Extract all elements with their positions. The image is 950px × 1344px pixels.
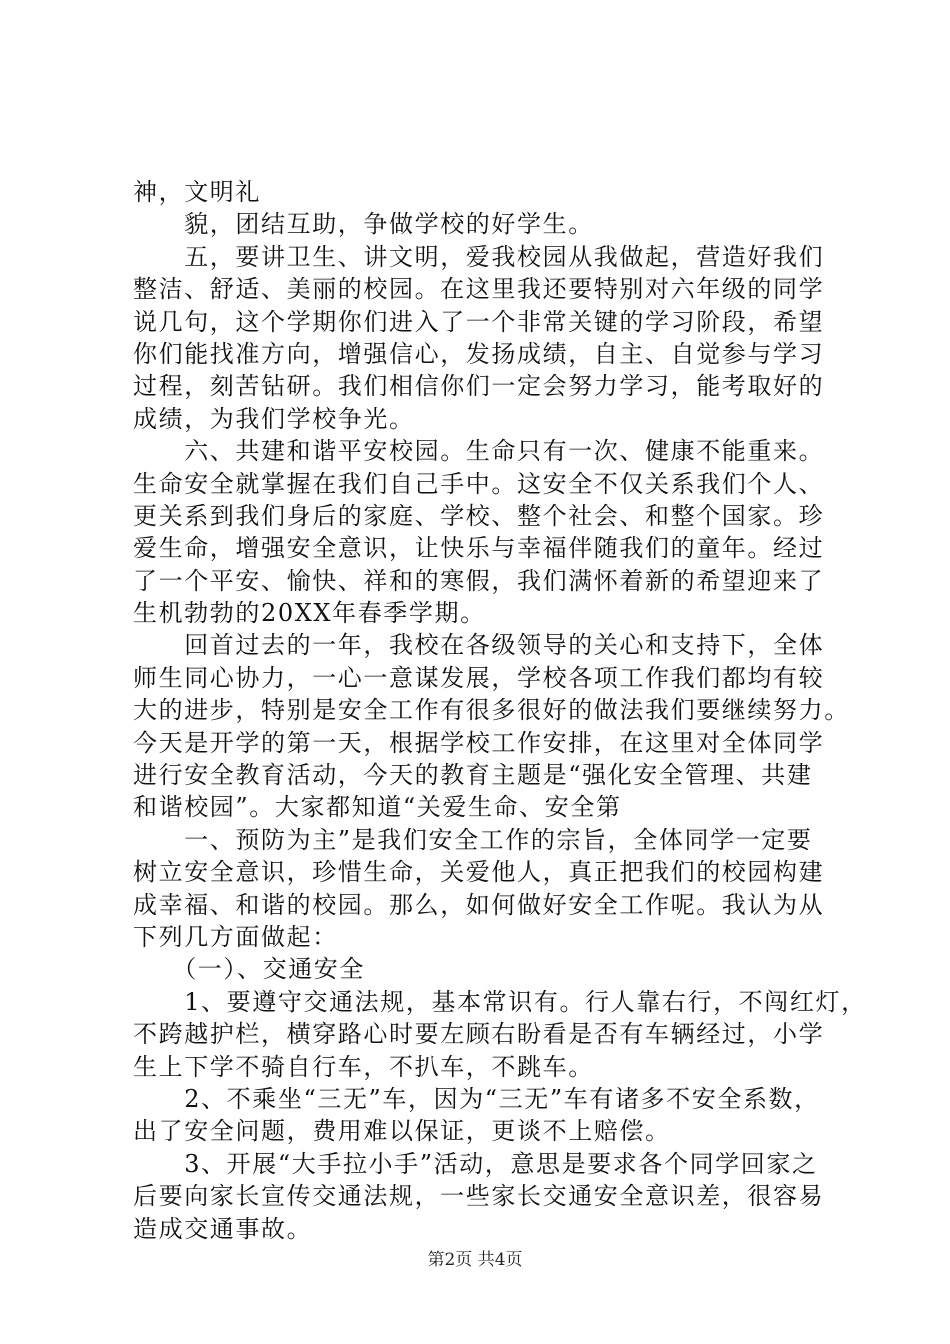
text-line: 爱生命，增强安全意识，让快乐与幸福伴随我们的童年。经过	[133, 534, 825, 563]
text-line: 成绩，为我们学校争光。	[133, 404, 415, 433]
text-line: 说几句，这个学期你们进入了一个非常关键的学习阶段，希望	[133, 307, 825, 336]
text-line: 生机勃勃的20XX年春季学期。	[133, 599, 486, 628]
text-line: 不跨越护栏，横穿路心时要左顾右盼看是否有车辆经过，小学	[133, 1020, 825, 1049]
text-line: 回首过去的一年，我校在各级领导的关心和支持下，全体	[133, 631, 825, 660]
text-line: 下列几方面做起：	[133, 922, 338, 951]
text-line: 你们能找准方向，增强信心，发扬成绩，自主、自觉参与学习	[133, 339, 825, 368]
text-line: 六、共建和谐平安校园。生命只有一次、健康不能重来。	[133, 437, 825, 466]
text-line: 五，要讲卫生、讲文明，爱我校园从我做起，营造好我们	[133, 242, 825, 271]
text-line: 一、预防为主”是我们安全工作的宗旨，全体同学一定要	[133, 825, 813, 854]
body-text	[133, 176, 867, 1245]
text-line: 更关系到我们身后的家庭、学校、整个社会、和整个国家。珍	[133, 501, 825, 530]
text-line: 了一个平安、愉快、祥和的寒假，我们满怀着新的希望迎来了	[133, 566, 825, 595]
text-line: 1、要遵守交通法规，基本常识有。行人靠右行，不闯红灯，	[133, 987, 867, 1016]
text-line: 师生同心协力，一心一意谋发展，学校各项工作我们都均有较	[133, 663, 825, 692]
text-line: 和谐校园”。大家都知道“关爱生命、安全第	[133, 793, 622, 822]
text-line: 生命安全就掌握在我们自己手中。这安全不仅关系我们个人、	[133, 469, 825, 498]
text-line: 造成交通事故。	[133, 1214, 313, 1243]
text-line: （一）、交通安全	[133, 955, 365, 984]
text-line: 出了安全问题，费用难以保证，更谈不上赔偿。	[133, 1117, 671, 1146]
text-line: 成幸福、和谐的校园。那么，如何做好安全工作呢。我认为从	[133, 890, 825, 919]
text-line: 过程，刻苦钻研。我们相信你们一定会努力学习，能考取好的	[133, 372, 825, 401]
text-line: 生上下学不骑自行车，不扒车，不跳车。	[133, 1052, 594, 1081]
text-line: 整洁、舒适、美丽的校园。在这里我还要特别对六年级的同学	[133, 275, 825, 304]
text-line: 大的进步，特别是安全工作有很多很好的做法我们要继续努力。	[133, 696, 850, 725]
text-line: 2、不乘坐“三无”车，因为“三无”车有诸多不安全系数，	[133, 1084, 820, 1113]
text-line: 神，文明礼	[133, 178, 261, 206]
text-line: 树立安全意识，珍惜生命，关爱他人，真正把我们的校园构建	[133, 858, 825, 887]
page-number-footer: 第2页 共4页	[427, 1250, 523, 1270]
text-line: 今天是开学的第一天，根据学校工作安排，在这里对全体同学	[133, 728, 825, 757]
text-line: 后要向家长宣传交通法规，一些家长交通安全意识差，很容易	[133, 1182, 825, 1211]
text-line: 3、开展“大手拉小手”活动，意思是要求各个同学回家之	[133, 1149, 818, 1178]
text-line: 进行安全教育活动，今天的教育主题是“强化安全管理、共建	[133, 761, 813, 790]
text-line: 貌，团结互助，争做学校的好学生。	[133, 210, 594, 239]
